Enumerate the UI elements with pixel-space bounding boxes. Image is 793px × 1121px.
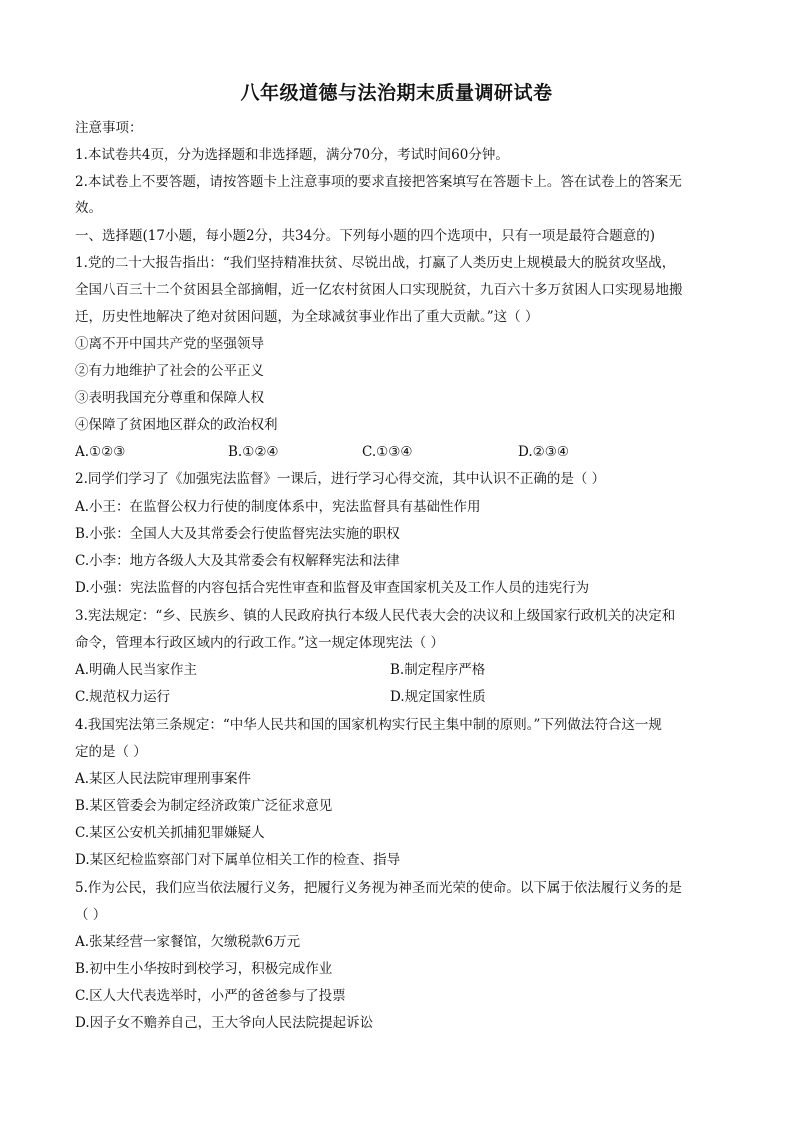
q2-option-c: C.小李：地方各级人大及其常委会有权解释宪法和法律 [75,553,400,569]
q5-option-c: C.区人大代表选举时，小严的爸爸参与了投票 [75,988,346,1004]
notice-heading: 注意事项： [75,120,143,136]
q4-option-d: D.某区纪检监察部门对下属单位相关工作的检查、指导 [75,852,401,868]
q2-option-d: D.小强：宪法监督的内容包括合宪性审查和监督及审查国家机关及工作人员的违宪行为 [75,580,590,596]
q3-option-a: A.明确人民当家作主 [75,662,198,678]
q5-stem-line-1: 5.作为公民，我们应当依法履行义务，把履行义务视为神圣而光荣的使命。以下属于依法履行义务的是 [75,880,682,896]
q3-stem-line-2: 命令，管理本行政区域内的行政工作。”这一规定体现宪法（ ） [75,635,444,651]
q4-option-a: A.某区人民法院审理刑事案件 [75,771,252,787]
q2-option-a: A.小王：在监督公权力行使的制度体系中，宪法监督具有基础性作用 [75,499,481,515]
page-title: 八年级道德与法治期末质量调研试卷 [240,82,553,104]
q2-stem: 2.同学们学习了《加强宪法监督》一课后，进行学习心得交流，其中认识不正确的是（ ） [75,471,606,487]
q3-option-c: C.规范权力运行 [75,689,171,705]
q1-statement-4: ④保障了贫困地区群众的政治权利 [75,417,278,433]
q4-stem-line-2: 定的是（ ） [75,744,147,760]
q3-option-b: B.制定程序严格 [390,662,486,678]
q1-statement-3: ③表明我国充分尊重和保障人权 [75,390,264,406]
q1-option-c: C.①③④ [362,444,413,460]
q5-option-b: B.初中生小华按时到校学习，积极完成作业 [75,961,333,977]
q1-stem-line-2: 全国八百三十二个贫困县全部摘帽，近一亿农村贫困人口实现脱贫，九百六十多万贫困人口实现易地搬 [75,282,683,298]
q4-option-c: C.某区公安机关抓捕犯罪嫌疑人 [75,825,265,841]
q1-option-b: B.①②④ [228,444,279,460]
q1-statement-1: ①离不开中国共产党的坚强领导 [75,336,264,352]
q1-option-a: A.①②③ [75,444,126,460]
notice-item-1: 1.本试卷共4页，分为选择题和非选择题，满分70分，考试时间60分钟。 [75,147,509,163]
notice-item-2-cont: 效。 [75,200,102,216]
q1-option-d: D.②③④ [518,444,569,460]
q4-stem-line-1: 4.我国宪法第三条规定：“中华人民共和国的国家机构实行民主集中制的原则。”下列做法符合这一规 [75,717,662,733]
q5-stem-line-2: （ ） [75,907,107,923]
q1-stem-line-3: 迁，历史性地解决了绝对贫困问题，为全球减贫事业作出了重大贡献。”这（ ） [75,309,539,325]
q5-option-d: D.因子女不赡养自己，王大爷向人民法院提起诉讼 [75,1015,374,1031]
q3-option-d: D.规定国家性质 [390,689,486,705]
q1-statement-2: ②有力地维护了社会的公平正义 [75,363,264,379]
section-heading: 一、选择题(17小题，每小题2分，共34分。下列每小题的四个选项中，只有一项是最符合题意的) [75,228,655,244]
q3-stem-line-1: 3.宪法规定：“乡、民族乡、镇的人民政府执行本级人民代表大会的决议和上级国家行政机关的决定和 [75,608,676,624]
notice-item-2: 2.本试卷上不要答题，请按答题卡上注意事项的要求直接把答案填写在答题卡上。答在试卷上的答案无 [75,174,682,190]
q1-stem-line-1: 1.党的二十大报告指出：“我们坚持精准扶贫、尽锐出战，打赢了人类历史上规模最大的脱贫攻坚战， [75,255,676,271]
q4-option-b: B.某区管委会为制定经济政策广泛征求意见 [75,798,333,814]
q2-option-b: B.小张：全国人大及其常委会行使监督宪法实施的职权 [75,526,400,542]
q5-option-a: A.张某经营一家餐馆，欠缴税款6万元 [75,934,301,950]
